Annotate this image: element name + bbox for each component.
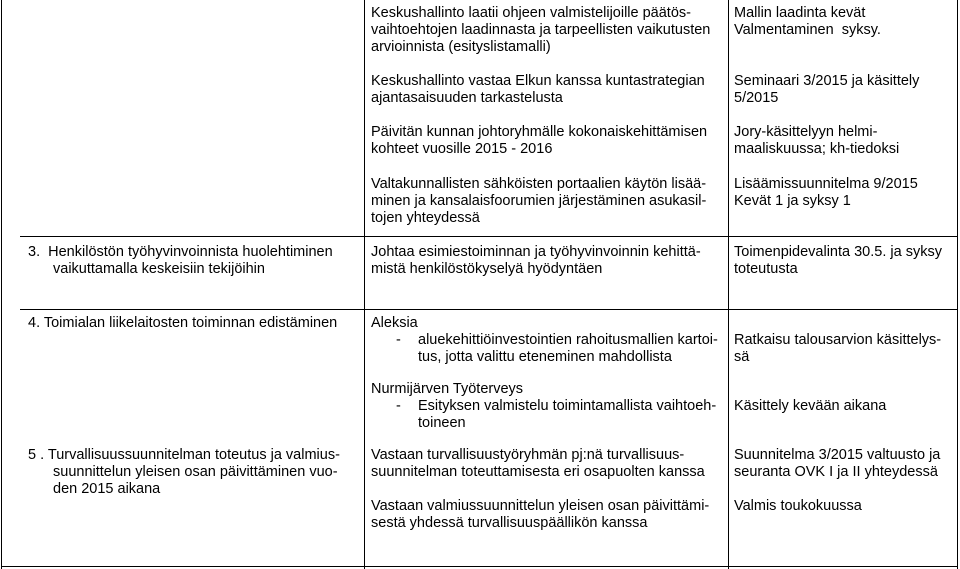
row-5-schedule-1: Suunnitelma 3/2015 valtuusto ja seuranta OVK I ja II yhteydessä (734, 447, 941, 480)
prev-row-schedule-3: Jory-käsittelyyn helmi- maaliskuussa; kh-tiedoksi (734, 124, 900, 157)
row-3-goal: 3. Henkilöstön työhyvinvoinnista huolehtiminen vaikuttamalla keskeisiin tekijöihin (28, 244, 333, 277)
row-4-schedule-2: Käsittely kevään aikana (734, 398, 887, 414)
row-4-bullet-2: Esityksen valmistelu toimintamallista vaihtoeh- toineen (418, 398, 717, 431)
table-bottom-border (1, 566, 958, 567)
table-left-border (1, 0, 2, 569)
row-4-schedule-1: Ratkaisu talousarvion käsittelys- sä (734, 332, 942, 365)
row-4-heading-aleksia: Aleksia (371, 315, 418, 331)
column-divider-1 (364, 0, 365, 569)
row-4-goal: 4. Toimialan liikelaitosten toiminnan edistäminen (28, 315, 338, 331)
table-right-border (957, 0, 958, 569)
prev-row-action-4: Valtakunnallisten sähköisten portaalien käytön lisää- minen ja kansalaisfoorumien järjestäminen asukasil- tojen yhteydessä (371, 176, 707, 226)
row-4-bullet-1: aluekehittiöinvestointien rahoitusmallien kartoi- tus, jotta valittu eteneminen mahdollista (418, 332, 718, 365)
row-4-heading-tyoterveys: Nurmijärven Työterveys (371, 381, 524, 397)
prev-row-schedule-4: Lisäämissuunnitelma 9/2015 Kevät 1 ja syksy 1 (734, 176, 918, 209)
row-divider-4 (20, 309, 958, 310)
prev-row-schedule-2: Seminaari 3/2015 ja käsittely 5/2015 (734, 73, 920, 106)
prev-row-action-1: Keskushallinto laatii ohjeen valmistelijoille päätös- vaihtoehtojen laadinnasta ja tarpeellisten vaikutusten arvioinnista (esityslistamalli) (371, 5, 711, 55)
row-5-schedule-2: Valmis toukokuussa (734, 498, 862, 514)
row-4-bullet-dash-1: - (396, 332, 401, 348)
row-3-action: Johtaa esimiestoiminnan ja työhyvinvoinnin kehittä- mistä henkilöstökyselyä hyödyntäen (371, 244, 701, 277)
prev-row-action-2: Keskushallinto vastaa Elkun kanssa kuntastrategian ajantasaisuuden tarkastelusta (371, 73, 705, 106)
row-5-goal: 5 . Turvallisuussuunnitelman toteutus ja valmius- suunnittelun yleisen osan päivittäminen vuo- den 2015 aikana (28, 447, 340, 497)
prev-row-schedule-1: Mallin laadinta kevät Valmentaminen syksy. (734, 5, 881, 38)
row-4-bullet-dash-2: - (396, 398, 401, 414)
row-5-action-2: Vastaan valmiussuunnittelun yleisen osan päivittämi- sestä yhdessä turvallisuuspäällikön kanssa (371, 498, 710, 531)
row-5-action-1: Vastaan turvallisuustyöryhmän pj:nä turvallisuus- suunnitelman toteuttamisesta eri osapuolten kanssa (371, 447, 705, 480)
row-divider-3 (20, 236, 958, 237)
prev-row-action-3: Päivitän kunnan johtoryhmälle kokonaiskehittämisen kohteet vuosille 2015 - 2016 (371, 124, 708, 157)
column-divider-2 (728, 0, 729, 569)
row-3-schedule: Toimenpidevalinta 30.5. ja syksy toteutusta (734, 244, 942, 277)
